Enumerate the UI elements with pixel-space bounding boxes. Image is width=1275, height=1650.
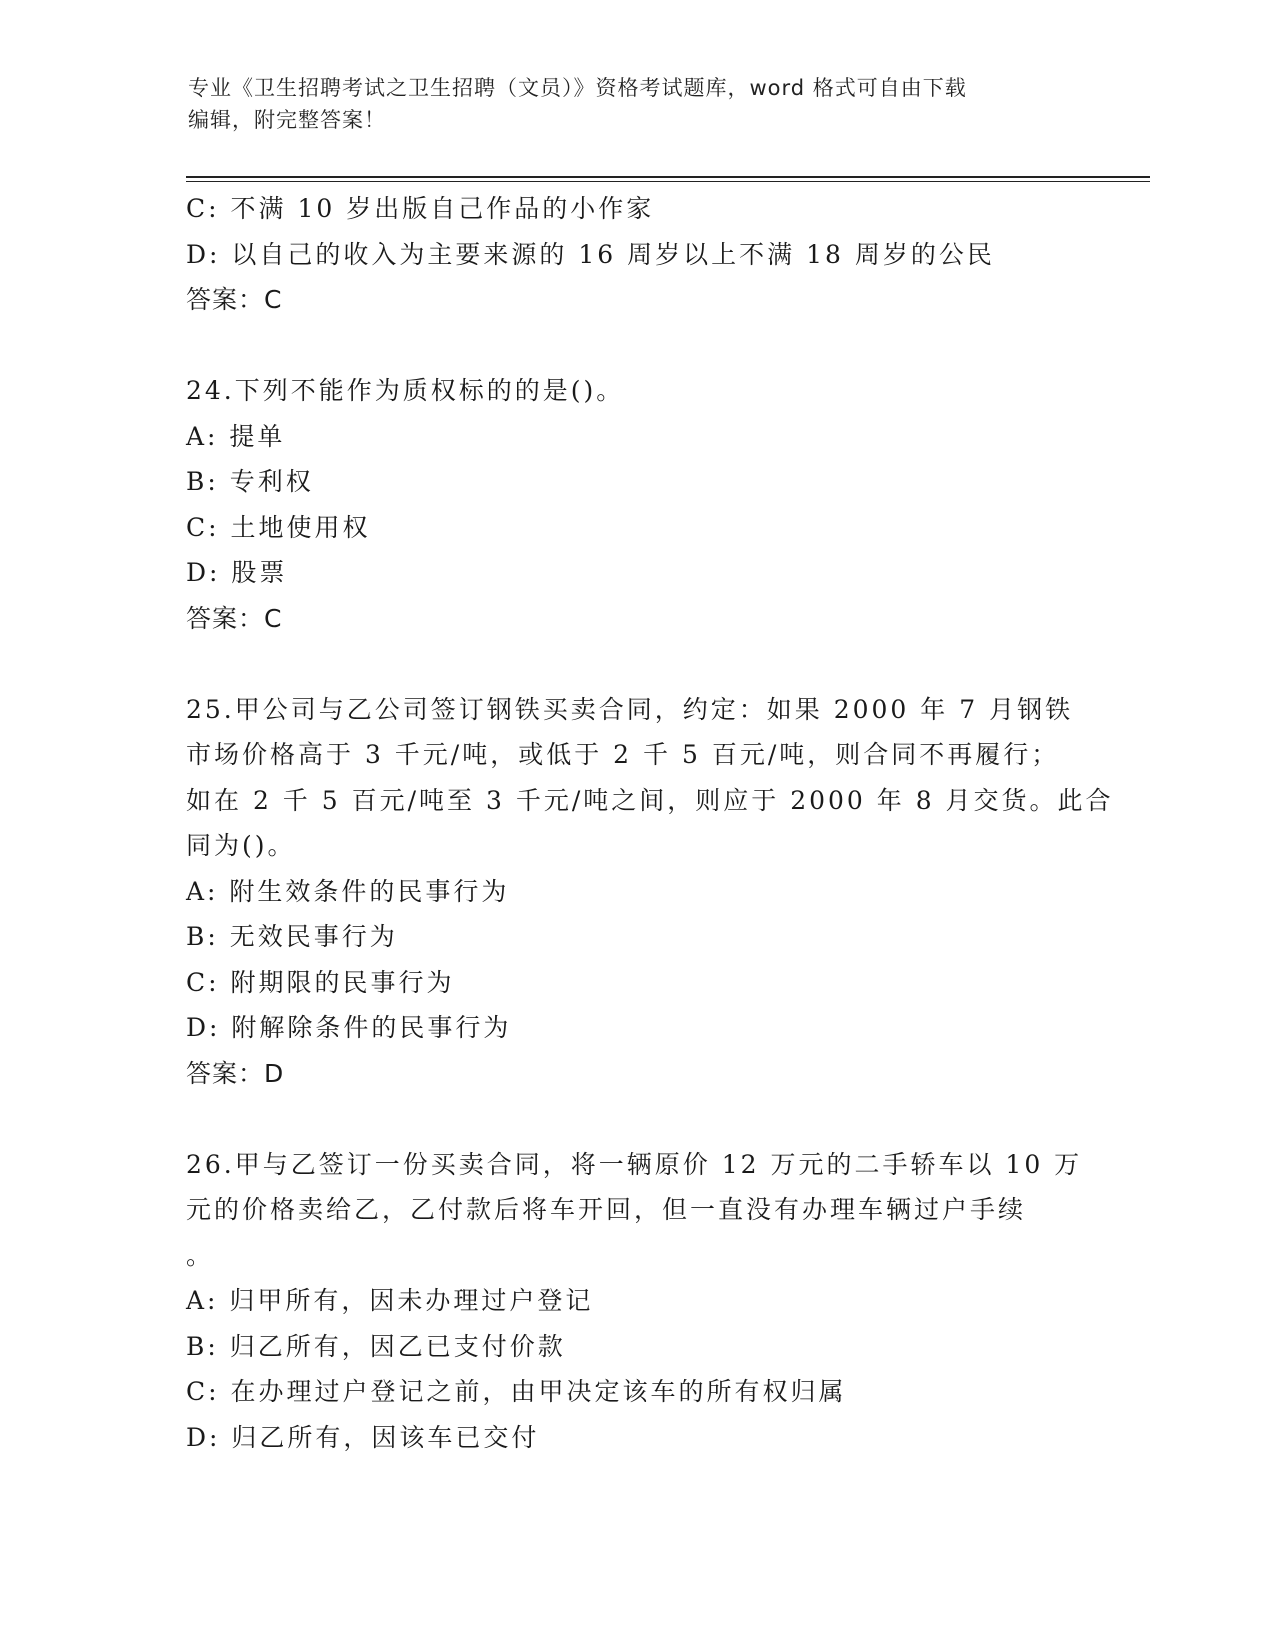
spacer [186, 323, 1086, 369]
question-stem: 元的价格卖给乙，乙付款后将车开回，但一直没有办理车辆过户手续 [186, 1195, 1027, 1224]
question-block-24 [186, 368, 1086, 641]
answer-line: 答案：C [186, 285, 283, 314]
option-line: B: 无效民事行为 [186, 922, 398, 951]
question-stem: 25.甲公司与乙公司签订钢铁买卖合同，约定：如果 2000 年 7 月钢铁 [186, 694, 1074, 724]
question-list [186, 186, 1114, 1460]
question-block-26 [186, 1142, 1086, 1461]
question-block-25 [186, 687, 1114, 1097]
option-line: C: 不满 10 岁出版自己作品的小作家 [186, 194, 655, 223]
document-header [188, 72, 1088, 136]
question-stem: 26.甲与乙签订一份买卖合同，将一辆原价 12 万元的二手轿车以 10 万 [186, 1149, 1083, 1179]
option-line: C: 在办理过户登记之前，由甲决定该车的所有权归属 [186, 1377, 847, 1406]
option-line: C: 附期限的民事行为 [186, 967, 455, 997]
answer-line: 答案：D [186, 1058, 285, 1088]
answer-line: 答案：C [186, 603, 283, 633]
header-line-1: 专业《卫生招聘考试之卫生招聘（文员）》资格考试题库，word 格式可自由下载 [188, 76, 967, 100]
option-line: D: 附解除条件的民事行为 [186, 1013, 512, 1042]
question-block-23 [186, 186, 1086, 323]
option-line: D: 股票 [186, 558, 288, 587]
question-stem: 同为()。 [186, 831, 296, 860]
question-stem: 市场价格高于 3 千元/吨，或低于 2 千 5 百元/吨，则合同不再履行； [186, 740, 1060, 769]
spacer [186, 1096, 1086, 1142]
spacer [186, 641, 1086, 687]
option-line: B: 专利权 [186, 467, 314, 496]
option-line: A: 归甲所有，因未办理过户登记 [186, 1286, 594, 1315]
header-line-2: 编辑，附完整答案！ [188, 108, 386, 132]
header-divider-thick [186, 176, 1150, 178]
option-line: A: 附生效条件的民事行为 [186, 876, 510, 906]
question-stem: 如在 2 千 5 百元/吨至 3 千元/吨之间，则应于 2000 年 8 月交货。此合 [186, 785, 1114, 815]
option-line: B: 归乙所有，因乙已支付价款 [186, 1331, 566, 1361]
option-line: C: 土地使用权 [186, 512, 371, 542]
question-stem: 24.下列不能作为质权标的的是()。 [186, 376, 625, 405]
option-line: D: 以自己的收入为主要来源的 16 周岁以上不满 18 周岁的公民 [186, 239, 995, 269]
header-divider-thin [186, 181, 1150, 182]
question-stem: 。 [186, 1240, 215, 1270]
option-line: D: 归乙所有，因该车已交付 [186, 1422, 540, 1452]
option-line: A: 提单 [186, 421, 286, 451]
